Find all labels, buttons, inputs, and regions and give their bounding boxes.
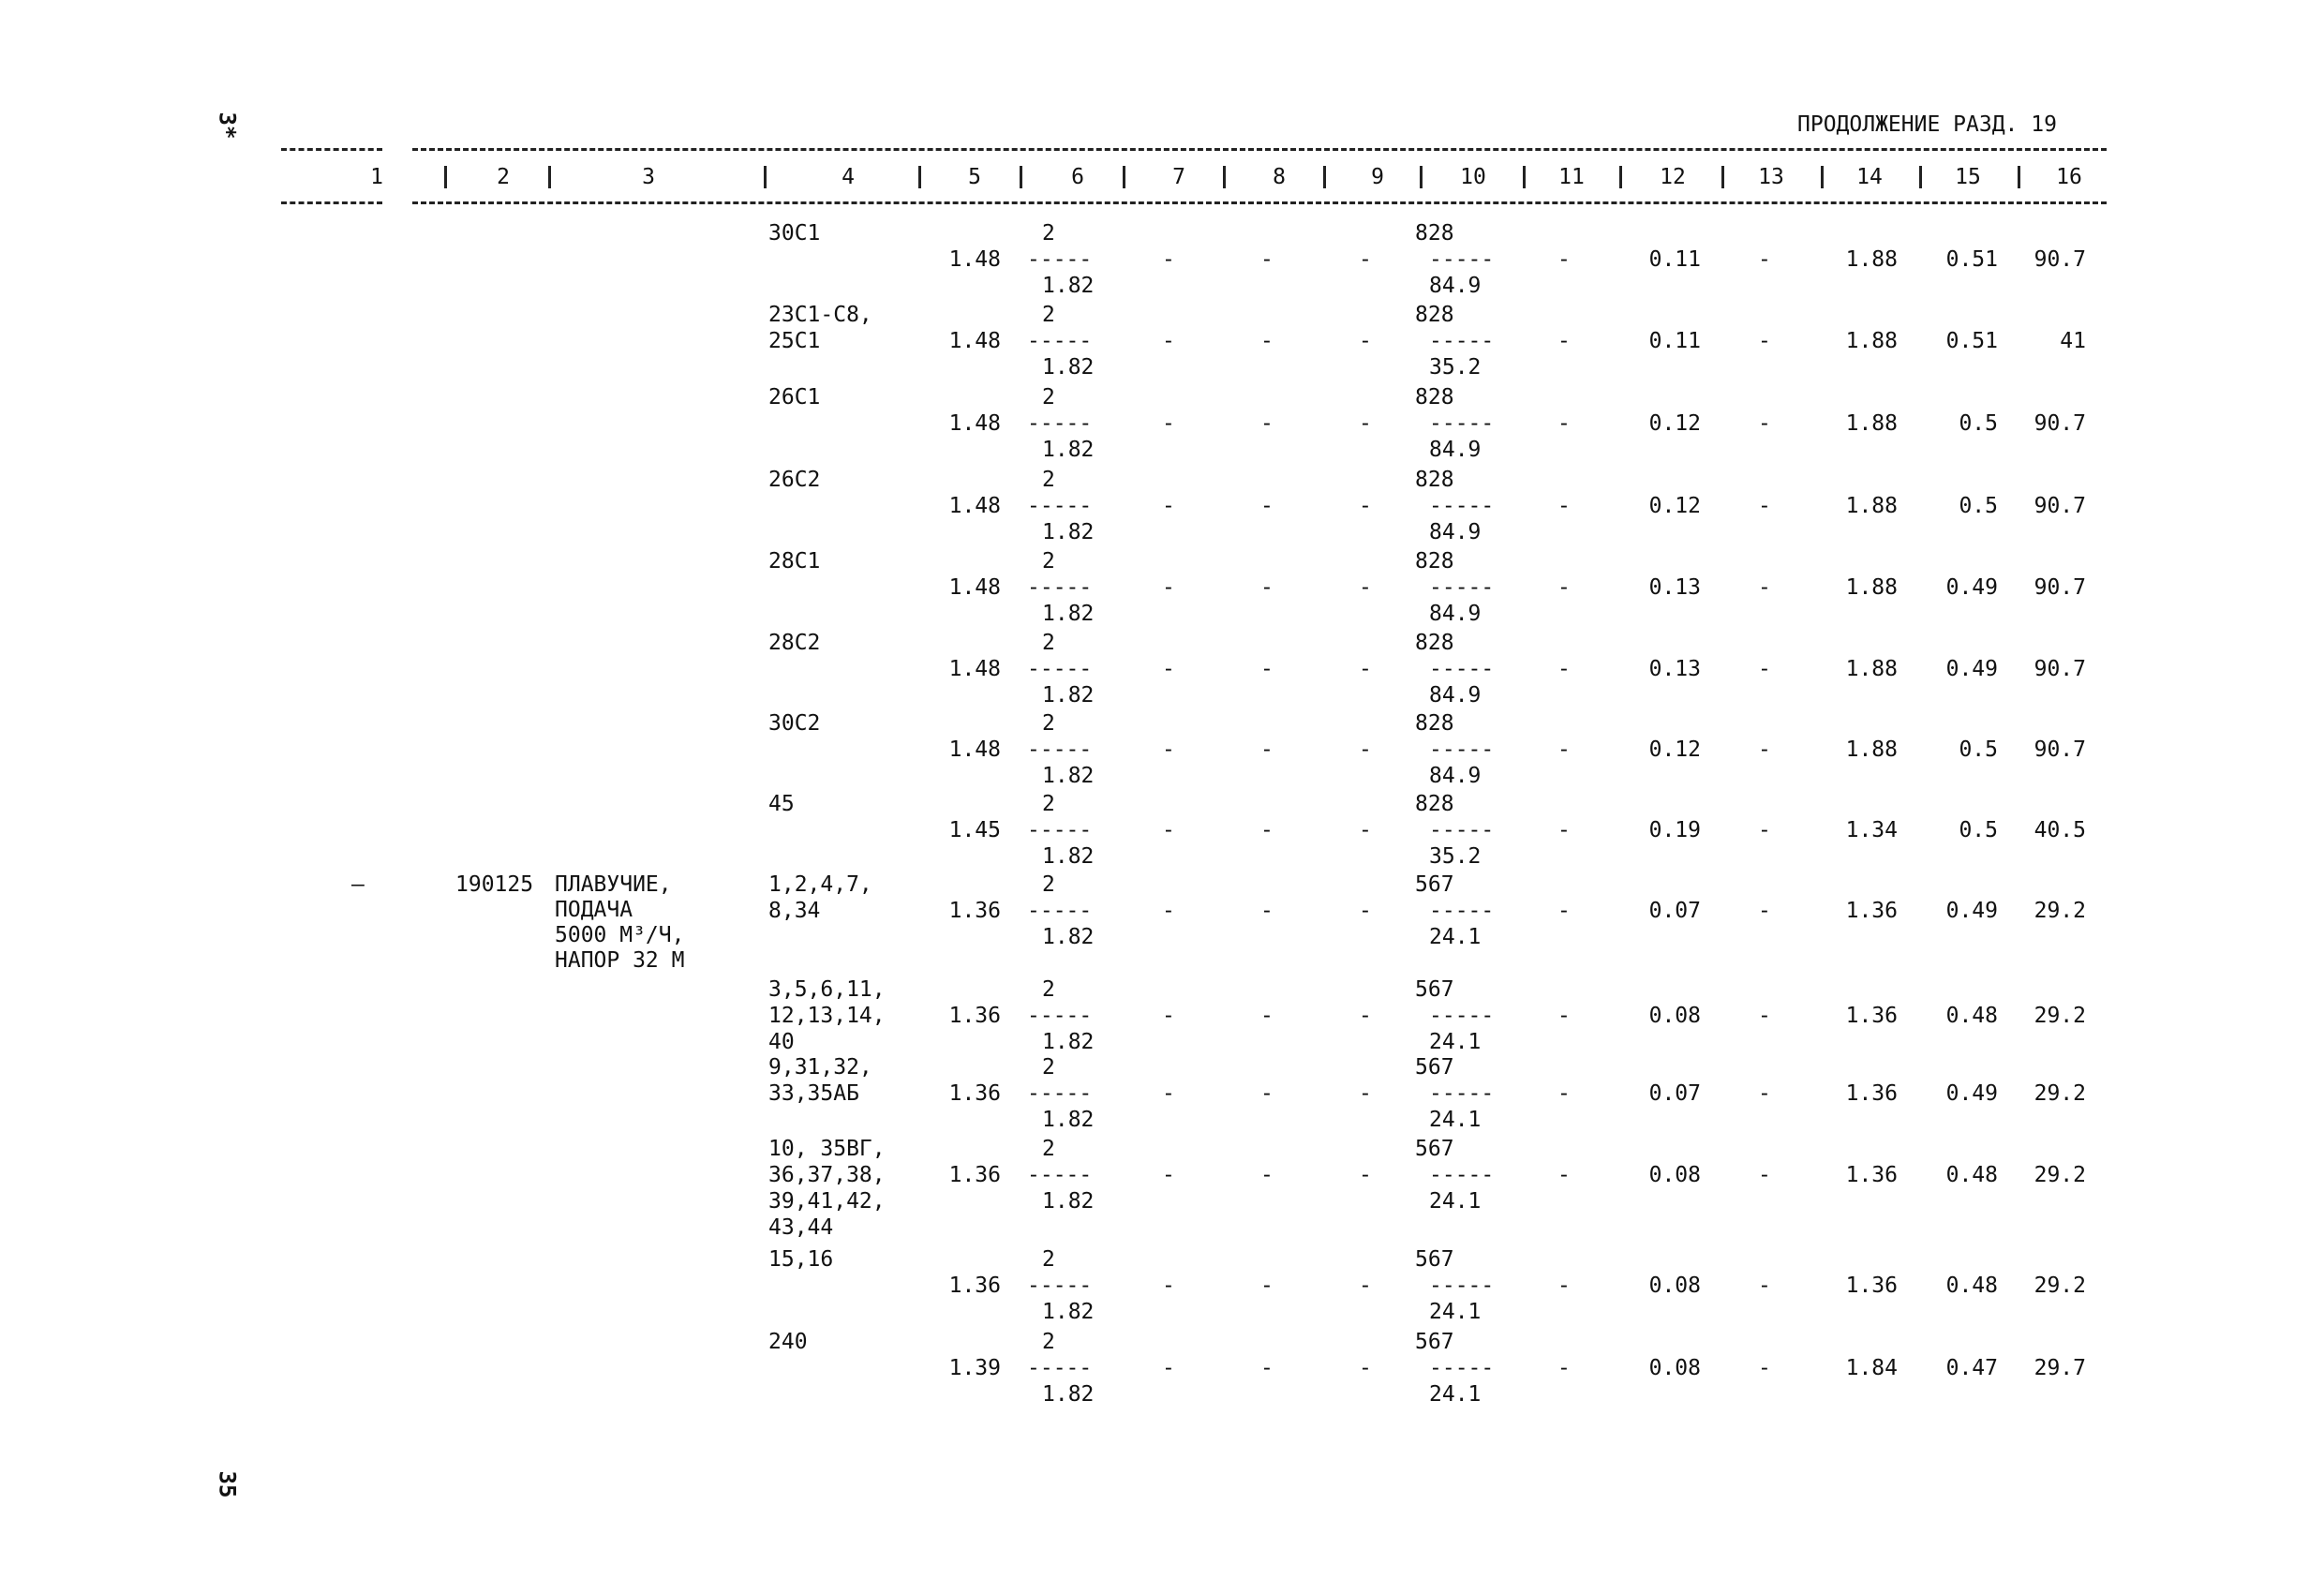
cell-col8: - — [1260, 1081, 1274, 1106]
cell-col6-numerator: 2 — [1042, 711, 1055, 736]
cell-col5: 1.39 — [948, 1356, 1001, 1380]
cell-col9: - — [1359, 657, 1372, 681]
side-page-number: 35 — [214, 1470, 241, 1498]
cell-col4-stations: 240 — [768, 1330, 808, 1354]
cell-col5: 1.48 — [948, 737, 1001, 762]
cell-col6-fraction-line: ----- — [1027, 329, 1093, 353]
cell-col10-fraction-line: ----- — [1429, 818, 1495, 842]
cell-col6-numerator: 2 — [1042, 1247, 1055, 1272]
cell-col10-fraction-line: ----- — [1429, 1004, 1495, 1028]
cell-col6-denominator: 1.82 — [1042, 764, 1095, 788]
cell-col11: - — [1557, 575, 1571, 600]
cell-col8: - — [1260, 818, 1274, 842]
cell-col9: - — [1359, 411, 1372, 436]
cell-col15: 0.47 — [1945, 1356, 1998, 1380]
cell-col15: 0.5 — [1959, 818, 1998, 842]
cell-col8: - — [1260, 494, 1274, 518]
cell-col5: 1.48 — [948, 494, 1001, 518]
cell-col10-numerator: 828 — [1415, 221, 1454, 246]
column-separator — [2018, 166, 2020, 188]
cell-col6-fraction-line: ----- — [1027, 247, 1093, 272]
cell-col7: - — [1162, 1004, 1175, 1028]
cell-col7: - — [1162, 494, 1175, 518]
cell-col11: - — [1557, 1163, 1571, 1187]
column-header-9: 9 — [1371, 165, 1384, 189]
cell-col4-stations: 40 — [768, 1030, 795, 1054]
group-description-line: ПОДАЧА — [555, 898, 633, 922]
cell-col16: 29.2 — [2034, 1004, 2086, 1028]
cell-col10-fraction-line: ----- — [1429, 899, 1495, 923]
cell-col8: - — [1260, 411, 1274, 436]
cell-col16: 29.2 — [2034, 1163, 2086, 1187]
cell-col14: 1.36 — [1845, 1081, 1898, 1106]
cell-col11: - — [1557, 1274, 1571, 1298]
cell-col15: 0.48 — [1945, 1274, 1998, 1298]
column-header-10: 10 — [1460, 165, 1486, 189]
cell-col12: 0.12 — [1648, 411, 1701, 436]
cell-col9: - — [1359, 818, 1372, 842]
cell-col10-denominator: 84.9 — [1429, 683, 1482, 708]
cell-col10-fraction-line: ----- — [1429, 737, 1495, 762]
cell-col14: 1.34 — [1845, 818, 1898, 842]
cell-col10-fraction-line: ----- — [1429, 1356, 1495, 1380]
column-header-11: 11 — [1558, 165, 1585, 189]
cell-col16: 29.2 — [2034, 899, 2086, 923]
cell-col12: 0.08 — [1648, 1004, 1701, 1028]
header-bottom-rule — [412, 201, 2107, 204]
cell-col15: 0.48 — [1945, 1004, 1998, 1028]
cell-col16: 41 — [2060, 329, 2086, 353]
cell-col12: 0.11 — [1648, 247, 1701, 272]
cell-col5: 1.48 — [948, 411, 1001, 436]
cell-col10-numerator: 567 — [1415, 872, 1454, 897]
cell-col15: 0.49 — [1945, 657, 1998, 681]
cell-col13: - — [1758, 737, 1771, 762]
cell-col10-denominator: 24.1 — [1429, 1030, 1482, 1054]
cell-col11: - — [1557, 737, 1571, 762]
cell-col9: - — [1359, 575, 1372, 600]
cell-col7: - — [1162, 1163, 1175, 1187]
cell-col10-numerator: 828 — [1415, 303, 1454, 327]
cell-col11: - — [1557, 1356, 1571, 1380]
cell-col9: - — [1359, 1081, 1372, 1106]
cell-col16: 90.7 — [2034, 737, 2086, 762]
cell-col13: - — [1758, 411, 1771, 436]
cell-col12: 0.13 — [1648, 575, 1701, 600]
column-separator — [1619, 166, 1622, 188]
column-header-16: 16 — [2056, 165, 2082, 189]
cell-col15: 0.48 — [1945, 1163, 1998, 1187]
cell-col5: 1.48 — [948, 657, 1001, 681]
cell-col6-denominator: 1.82 — [1042, 438, 1095, 462]
cell-col5: 1.48 — [948, 329, 1001, 353]
cell-col10-fraction-line: ----- — [1429, 329, 1495, 353]
cell-col4-stations: 3,5,6,11, — [768, 977, 886, 1002]
cell-col11: - — [1557, 1004, 1571, 1028]
column-separator — [1323, 166, 1326, 188]
cell-col10-fraction-line: ----- — [1429, 657, 1495, 681]
cell-col16: 90.7 — [2034, 494, 2086, 518]
cell-col6-numerator: 2 — [1042, 792, 1055, 816]
cell-col7: - — [1162, 247, 1175, 272]
cell-col10-fraction-line: ----- — [1429, 1163, 1495, 1187]
cell-col13: - — [1758, 494, 1771, 518]
cell-col7: - — [1162, 899, 1175, 923]
cell-col6-fraction-line: ----- — [1027, 411, 1093, 436]
cell-col16: 90.7 — [2034, 247, 2086, 272]
cell-col10-numerator: 567 — [1415, 1137, 1454, 1161]
group-description-line: ПЛАВУЧИЕ, — [555, 872, 672, 897]
cell-col6-fraction-line: ----- — [1027, 1274, 1093, 1298]
cell-col6-fraction-line: ----- — [1027, 575, 1093, 600]
column-header-12: 12 — [1660, 165, 1686, 189]
cell-col13: - — [1758, 818, 1771, 842]
cell-col6-denominator: 1.82 — [1042, 602, 1095, 626]
cell-col6-fraction-line: ----- — [1027, 1004, 1093, 1028]
cell-col7: - — [1162, 411, 1175, 436]
cell-col9: - — [1359, 1356, 1372, 1380]
cell-col11: - — [1557, 818, 1571, 842]
column-separator — [548, 166, 551, 188]
group-description-line: 5000 М³/Ч, — [555, 923, 685, 947]
cell-col10-fraction-line: ----- — [1429, 247, 1495, 272]
cell-col9: - — [1359, 737, 1372, 762]
cell-col4-stations: 15,16 — [768, 1247, 834, 1272]
cell-col4-stations: 12,13,14, — [768, 1004, 886, 1028]
cell-col11: - — [1557, 247, 1571, 272]
cell-col4-stations: 39,41,42, — [768, 1189, 886, 1214]
cell-col6-numerator: 2 — [1042, 468, 1055, 492]
cell-col16: 40.5 — [2034, 818, 2086, 842]
cell-col6-denominator: 1.82 — [1042, 355, 1095, 380]
cell-col13: - — [1758, 1274, 1771, 1298]
cell-col10-denominator: 84.9 — [1429, 274, 1482, 298]
cell-col9: - — [1359, 1163, 1372, 1187]
cell-col6-fraction-line: ----- — [1027, 899, 1093, 923]
cell-col7: - — [1162, 1274, 1175, 1298]
cell-col12: 0.08 — [1648, 1274, 1701, 1298]
cell-col15: 0.5 — [1959, 411, 1998, 436]
cell-col14: 1.36 — [1845, 1163, 1898, 1187]
top-rule — [412, 148, 2107, 151]
cell-col6-denominator: 1.82 — [1042, 1189, 1095, 1214]
cell-col11: - — [1557, 329, 1571, 353]
group-code: 190125 — [455, 872, 534, 897]
cell-col6-fraction-line: ----- — [1027, 657, 1093, 681]
cell-col14: 1.36 — [1845, 1274, 1898, 1298]
cell-col4-stations: 10, 35ВГ, — [768, 1137, 886, 1161]
cell-col6-numerator: 2 — [1042, 385, 1055, 410]
cell-col16: 90.7 — [2034, 657, 2086, 681]
cell-col8: - — [1260, 1163, 1274, 1187]
cell-col10-fraction-line: ----- — [1429, 1274, 1495, 1298]
cell-col6-numerator: 2 — [1042, 631, 1055, 655]
cell-col14: 1.88 — [1845, 657, 1898, 681]
cell-col4-stations: 43,44 — [768, 1215, 834, 1240]
column-header-4: 4 — [842, 165, 855, 189]
cell-col10-denominator: 84.9 — [1429, 602, 1482, 626]
cell-col13: - — [1758, 1163, 1771, 1187]
cell-col16: 29.7 — [2034, 1356, 2086, 1380]
cell-col4-stations: 26С2 — [768, 468, 821, 492]
cell-col5: 1.36 — [948, 1274, 1001, 1298]
cell-col11: - — [1557, 657, 1571, 681]
cell-col6-numerator: 2 — [1042, 1055, 1055, 1080]
cell-col8: - — [1260, 1356, 1274, 1380]
cell-col5: 1.36 — [948, 899, 1001, 923]
cell-col10-denominator: 24.1 — [1429, 925, 1482, 949]
cell-col10-denominator: 24.1 — [1429, 1300, 1482, 1324]
cell-col7: - — [1162, 329, 1175, 353]
cell-col10-denominator: 35.2 — [1429, 844, 1482, 869]
side-mark-top: 3* — [214, 112, 241, 140]
cell-col14: 1.36 — [1845, 899, 1898, 923]
cell-col4-stations: 36,37,38, — [768, 1163, 886, 1187]
column-separator — [1223, 166, 1226, 188]
cell-col11: - — [1557, 411, 1571, 436]
cell-col4-stations: 23С1-С8, — [768, 303, 872, 327]
cell-col8: - — [1260, 329, 1274, 353]
group-description-line: НАПОР 32 М — [555, 948, 685, 973]
group-col1: – — [351, 872, 365, 897]
cell-col14: 1.88 — [1845, 494, 1898, 518]
cell-col6-fraction-line: ----- — [1027, 1163, 1093, 1187]
cell-col16: 29.2 — [2034, 1081, 2086, 1106]
cell-col8: - — [1260, 657, 1274, 681]
cell-col7: - — [1162, 737, 1175, 762]
column-separator — [1123, 166, 1125, 188]
cell-col6-denominator: 1.82 — [1042, 1030, 1095, 1054]
cell-col13: - — [1758, 899, 1771, 923]
cell-col6-denominator: 1.82 — [1042, 925, 1095, 949]
cell-col10-numerator: 828 — [1415, 711, 1454, 736]
cell-col10-numerator: 828 — [1415, 549, 1454, 574]
cell-col10-fraction-line: ----- — [1429, 575, 1495, 600]
cell-col13: - — [1758, 1356, 1771, 1380]
cell-col11: - — [1557, 494, 1571, 518]
cell-col12: 0.12 — [1648, 737, 1701, 762]
cell-col15: 0.5 — [1959, 737, 1998, 762]
cell-col13: - — [1758, 247, 1771, 272]
cell-col16: 90.7 — [2034, 411, 2086, 436]
cell-col6-denominator: 1.82 — [1042, 683, 1095, 708]
cell-col4-stations: 8,34 — [768, 899, 821, 923]
cell-col8: - — [1260, 247, 1274, 272]
cell-col9: - — [1359, 1274, 1372, 1298]
cell-col13: - — [1758, 1004, 1771, 1028]
cell-col8: - — [1260, 575, 1274, 600]
column-separator — [764, 166, 767, 188]
cell-col9: - — [1359, 329, 1372, 353]
cell-col14: 1.88 — [1845, 737, 1898, 762]
cell-col4-stations: 45 — [768, 792, 795, 816]
cell-col16: 90.7 — [2034, 575, 2086, 600]
column-separator — [1919, 166, 1922, 188]
column-header-6: 6 — [1071, 165, 1084, 189]
cell-col9: - — [1359, 899, 1372, 923]
header-bottom-rule-left — [281, 201, 382, 204]
cell-col10-denominator: 84.9 — [1429, 764, 1482, 788]
column-header-3: 3 — [642, 165, 655, 189]
cell-col6-fraction-line: ----- — [1027, 1081, 1093, 1106]
cell-col10-denominator: 84.9 — [1429, 520, 1482, 544]
cell-col12: 0.08 — [1648, 1356, 1701, 1380]
cell-col4-stations: 25С1 — [768, 329, 821, 353]
cell-col15: 0.5 — [1959, 494, 1998, 518]
cell-col10-numerator: 567 — [1415, 1330, 1454, 1354]
cell-col12: 0.12 — [1648, 494, 1701, 518]
cell-col15: 0.49 — [1945, 899, 1998, 923]
column-separator — [1821, 166, 1824, 188]
cell-col10-numerator: 828 — [1415, 468, 1454, 492]
column-separator — [1420, 166, 1423, 188]
cell-col10-denominator: 35.2 — [1429, 355, 1482, 380]
cell-col10-denominator: 84.9 — [1429, 438, 1482, 462]
cell-col7: - — [1162, 1356, 1175, 1380]
column-separator — [444, 166, 447, 188]
cell-col7: - — [1162, 1081, 1175, 1106]
cell-col7: - — [1162, 657, 1175, 681]
cell-col6-denominator: 1.82 — [1042, 274, 1095, 298]
cell-col7: - — [1162, 818, 1175, 842]
cell-col10-fraction-line: ----- — [1429, 1081, 1495, 1106]
cell-col6-numerator: 2 — [1042, 1137, 1055, 1161]
cell-col12: 0.11 — [1648, 329, 1701, 353]
cell-col14: 1.88 — [1845, 575, 1898, 600]
page-header: ПРОДОЛЖЕНИЕ РАЗД. 19 — [1797, 112, 2057, 137]
cell-col13: - — [1758, 1081, 1771, 1106]
cell-col10-numerator: 828 — [1415, 385, 1454, 410]
cell-col10-denominator: 24.1 — [1429, 1189, 1482, 1214]
cell-col6-denominator: 1.82 — [1042, 1382, 1095, 1407]
cell-col6-numerator: 2 — [1042, 872, 1055, 897]
cell-col14: 1.88 — [1845, 411, 1898, 436]
cell-col12: 0.07 — [1648, 1081, 1701, 1106]
cell-col11: - — [1557, 1081, 1571, 1106]
column-separator — [1020, 166, 1022, 188]
cell-col11: - — [1557, 899, 1571, 923]
top-rule-left — [281, 148, 382, 151]
cell-col4-stations: 9,31,32, — [768, 1055, 872, 1080]
cell-col4-stations: 28С1 — [768, 549, 821, 574]
cell-col5: 1.36 — [948, 1004, 1001, 1028]
cell-col12: 0.19 — [1648, 818, 1701, 842]
column-header-15: 15 — [1955, 165, 1981, 189]
cell-col13: - — [1758, 657, 1771, 681]
cell-col12: 0.07 — [1648, 899, 1701, 923]
cell-col8: - — [1260, 899, 1274, 923]
cell-col12: 0.13 — [1648, 657, 1701, 681]
column-header-1: 1 — [370, 165, 383, 189]
cell-col10-numerator: 567 — [1415, 1247, 1454, 1272]
cell-col10-denominator: 24.1 — [1429, 1382, 1482, 1407]
cell-col10-denominator: 24.1 — [1429, 1108, 1482, 1132]
cell-col5: 1.48 — [948, 575, 1001, 600]
cell-col9: - — [1359, 494, 1372, 518]
column-header-5: 5 — [968, 165, 981, 189]
cell-col6-numerator: 2 — [1042, 1330, 1055, 1354]
column-separator — [1523, 166, 1526, 188]
cell-col15: 0.49 — [1945, 575, 1998, 600]
cell-col4-stations: 33,35АБ — [768, 1081, 859, 1106]
column-separator — [1721, 166, 1724, 188]
cell-col10-numerator: 828 — [1415, 792, 1454, 816]
column-separator — [918, 166, 921, 188]
cell-col13: - — [1758, 329, 1771, 353]
cell-col6-numerator: 2 — [1042, 977, 1055, 1002]
column-header-8: 8 — [1273, 165, 1286, 189]
cell-col6-denominator: 1.82 — [1042, 520, 1095, 544]
cell-col16: 29.2 — [2034, 1274, 2086, 1298]
column-header-2: 2 — [497, 165, 510, 189]
cell-col10-fraction-line: ----- — [1429, 494, 1495, 518]
cell-col5: 1.36 — [948, 1081, 1001, 1106]
cell-col6-fraction-line: ----- — [1027, 1356, 1093, 1380]
cell-col6-denominator: 1.82 — [1042, 1108, 1095, 1132]
column-header-13: 13 — [1758, 165, 1784, 189]
cell-col14: 1.88 — [1845, 329, 1898, 353]
cell-col6-denominator: 1.82 — [1042, 1300, 1095, 1324]
cell-col14: 1.36 — [1845, 1004, 1898, 1028]
cell-col4-stations: 1,2,4,7, — [768, 872, 872, 897]
cell-col6-denominator: 1.82 — [1042, 844, 1095, 869]
cell-col15: 0.49 — [1945, 1081, 1998, 1106]
cell-col15: 0.51 — [1945, 247, 1998, 272]
cell-col5: 1.45 — [948, 818, 1001, 842]
cell-col10-numerator: 828 — [1415, 631, 1454, 655]
cell-col10-numerator: 567 — [1415, 1055, 1454, 1080]
cell-col4-stations: 30С2 — [768, 711, 821, 736]
cell-col6-numerator: 2 — [1042, 549, 1055, 574]
cell-col5: 1.48 — [948, 247, 1001, 272]
cell-col4-stations: 30С1 — [768, 221, 821, 246]
cell-col8: - — [1260, 1274, 1274, 1298]
cell-col12: 0.08 — [1648, 1163, 1701, 1187]
column-header-14: 14 — [1856, 165, 1883, 189]
cell-col9: - — [1359, 247, 1372, 272]
cell-col14: 1.84 — [1845, 1356, 1898, 1380]
cell-col4-stations: 28С2 — [768, 631, 821, 655]
cell-col7: - — [1162, 575, 1175, 600]
cell-col8: - — [1260, 1004, 1274, 1028]
cell-col10-numerator: 567 — [1415, 977, 1454, 1002]
cell-col4-stations: 26С1 — [768, 385, 821, 410]
cell-col15: 0.51 — [1945, 329, 1998, 353]
cell-col6-fraction-line: ----- — [1027, 737, 1093, 762]
cell-col6-fraction-line: ----- — [1027, 818, 1093, 842]
cell-col6-numerator: 2 — [1042, 303, 1055, 327]
cell-col10-fraction-line: ----- — [1429, 411, 1495, 436]
cell-col6-fraction-line: ----- — [1027, 494, 1093, 518]
cell-col8: - — [1260, 737, 1274, 762]
cell-col5: 1.36 — [948, 1163, 1001, 1187]
column-header-7: 7 — [1172, 165, 1185, 189]
cell-col9: - — [1359, 1004, 1372, 1028]
cell-col13: - — [1758, 575, 1771, 600]
cell-col6-numerator: 2 — [1042, 221, 1055, 246]
cell-col14: 1.88 — [1845, 247, 1898, 272]
